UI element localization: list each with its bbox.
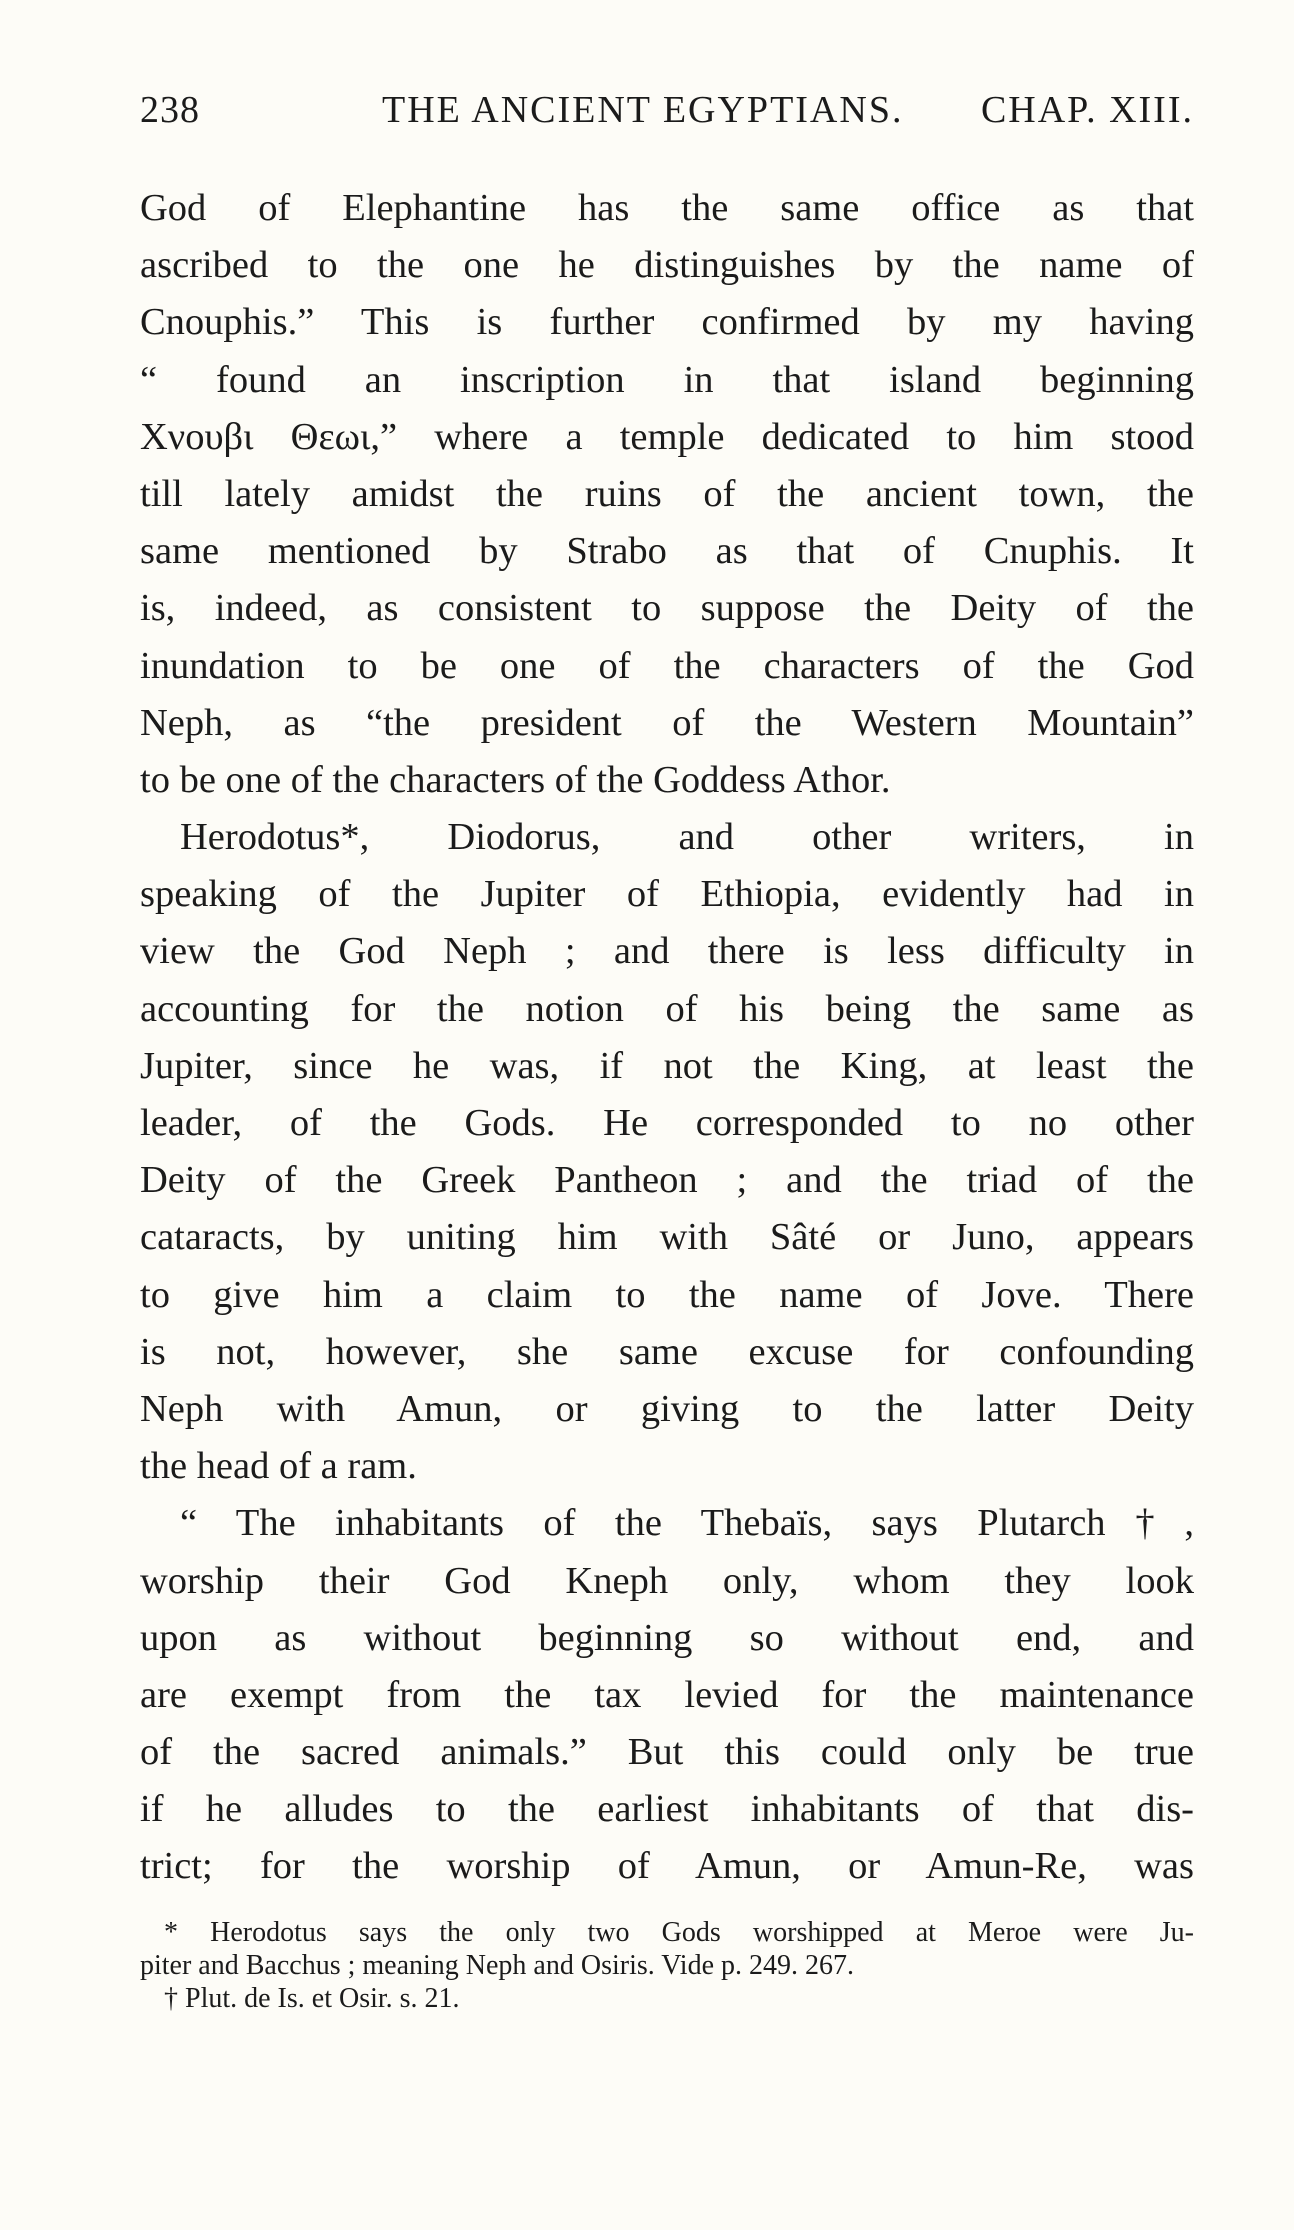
body-text [140, 180, 1194, 1896]
text-line: God of Elephantine has the same office as that [140, 187, 1194, 229]
text-line: accounting for the notion of his being the same as [140, 987, 1194, 1030]
text-line: Cnouphis.” This is further confirmed by my having [140, 301, 1194, 344]
text-line: Jupiter, since he was, if not the King, at least the [140, 1044, 1194, 1087]
text-line: ascribed to the one he distinguishes by the name of [140, 244, 1194, 287]
text-line: the head of a ram. [140, 1445, 417, 1488]
footnote-line: piter and Bacchus ; meaning Neph and Osiris. Vide p. 249. 267. [140, 1950, 854, 1981]
text-line: are exempt from the tax levied for the maintenance [140, 1673, 1194, 1716]
text-line: is not, however, she same excuse for confounding [140, 1330, 1194, 1373]
text-line: Χνουβι Θεωι,” where a temple dedicated to him stood [140, 415, 1194, 458]
text-line: upon as without beginning so without end, and [140, 1616, 1194, 1659]
text-line: of the sacred animals.” But this could only be true [140, 1731, 1194, 1774]
text-line: “ found an inscription in that island beginning [140, 358, 1194, 401]
footnote-line: † Plut. de Is. et Osir. s. 21. [164, 1983, 460, 2014]
footnote-line: * Herodotus says the only two Gods worshipped at Meroe were Ju- [164, 1917, 1194, 1948]
text-line: till lately amidst the ruins of the ancient town, the [140, 472, 1194, 515]
running-head [140, 88, 1194, 138]
text-line: “ The inhabitants of the Thebaïs, says Plutarch†, [180, 1502, 1194, 1545]
text-line: Deity of the Greek Pantheon ; and the triad of the [140, 1159, 1194, 1202]
text-line: to give him a claim to the name of Jove. There [140, 1273, 1194, 1316]
text-line: leader, of the Gods. He corresponded to no other [140, 1102, 1194, 1144]
text-line: if he alludes to the earliest inhabitants of that dis- [140, 1788, 1194, 1831]
text-line: Neph with Amun, or giving to the latter Deity [140, 1387, 1194, 1430]
text-line: inundation to be one of the characters of the God [140, 644, 1194, 687]
text-line: to be one of the characters of the Goddess Athor. [140, 758, 891, 801]
text-line: view the God Neph ; and there is less difficulty in [140, 930, 1194, 973]
chapter-label: CHAP. XIII. [980, 89, 1194, 131]
text-line: worship their God Kneph only, whom they look [140, 1559, 1194, 1602]
text-line: Herodotus*, Diodorus, and other writers, in [180, 816, 1194, 859]
running-title: THE ANCIENT EGYPTIANS. [382, 89, 904, 131]
text-line: cataracts, by uniting him with Sâté or Juno, appears [140, 1216, 1194, 1259]
text-line: Neph, as “the president of the Western Mountain” [140, 701, 1194, 744]
text-line: same mentioned by Strabo as that of Cnuphis. It [140, 530, 1194, 573]
text-line: is, indeed, as consistent to suppose the Deity of the [140, 587, 1194, 630]
footnotes [140, 1916, 1194, 2015]
text-line: speaking of the Jupiter of Ethiopia, evidently had in [140, 873, 1194, 916]
text-line: trict; for the worship of Amun, or Amun-Re, was [140, 1845, 1194, 1888]
page-number: 238 [140, 89, 200, 131]
